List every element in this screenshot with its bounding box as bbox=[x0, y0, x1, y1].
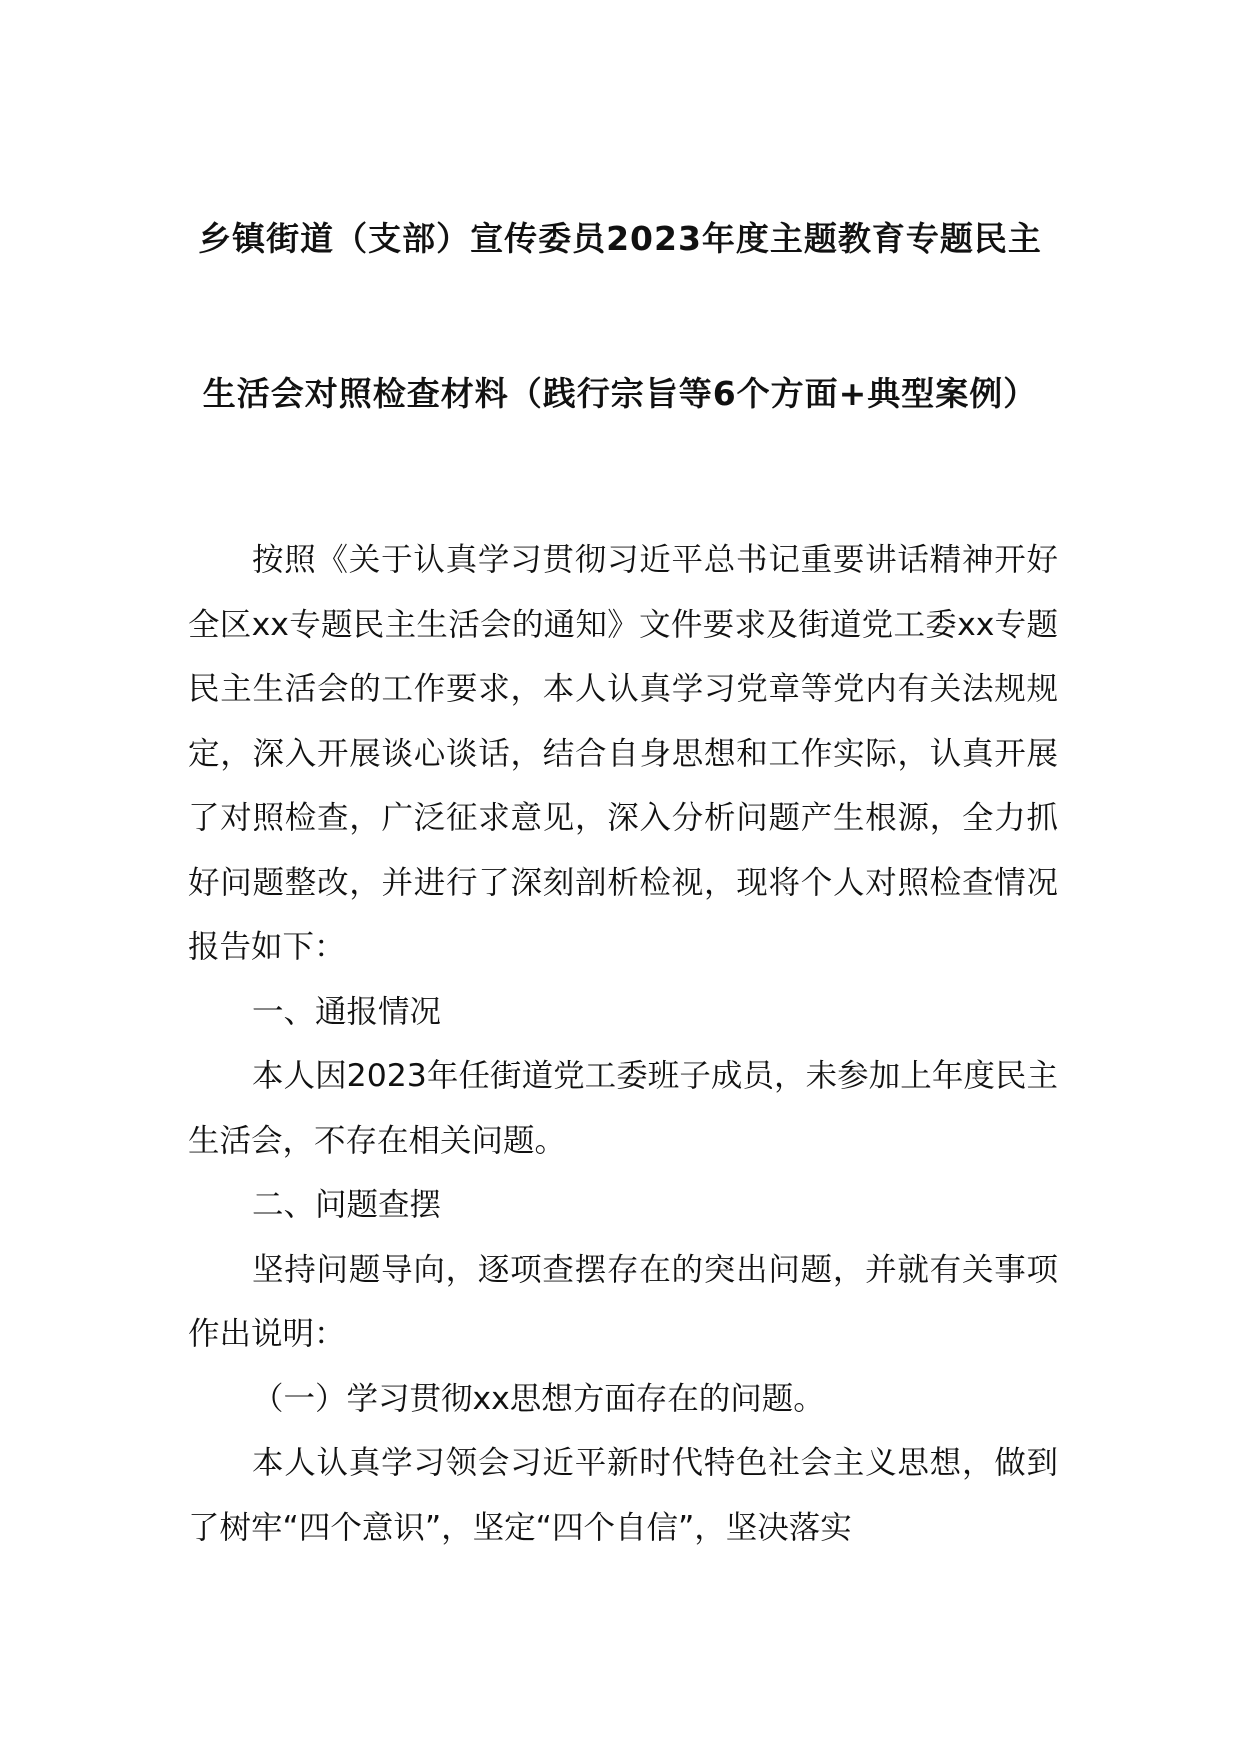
document-title-line-1: 乡镇街道（支部）宣传委员2023年度主题教育专题民主 bbox=[198, 219, 1042, 258]
subsection-heading-study: （一）学习贯彻xx思想方面存在的问题。 bbox=[252, 1380, 825, 1417]
section-heading-briefing: 一、通报情况 bbox=[252, 993, 442, 1030]
document-body bbox=[188, 528, 1058, 1560]
study-paragraph: 本人认真学习领会习近平新时代特色社会主义思想，做到了树牢“四个意识”，坚定“四个自信”，坚决落实 bbox=[188, 1445, 1058, 1546]
problems-intro-paragraph: 坚持问题导向，逐项查摆存在的突出问题，并就有关事项作出说明： bbox=[188, 1251, 1058, 1352]
intro-paragraph: 按照《关于认真学习贯彻习近平总书记重要讲话精神开好全区xx专题民主生活会的通知》文件要求及街道党工委xx专题民主生活会的工作要求，本人认真学习党章等党内有关法规规定，深入开展谈心谈话，结合自身思想和工作实际，认真开展了对照检查，广泛征求意见，深入分析问题产生根源，全力抓好问题整改，并进行了深刻剖析检视，现将个人对照检查情况报告如下： bbox=[188, 542, 1058, 965]
document-title-line-2: 生活会对照检查材料（践行宗旨等6个方面+典型案例） bbox=[202, 374, 1038, 413]
briefing-paragraph: 本人因2023年任街道党工委班子成员，未参加上年度民主生活会，不存在相关问题。 bbox=[188, 1058, 1058, 1159]
section-heading-problems: 二、问题查摆 bbox=[252, 1187, 442, 1223]
